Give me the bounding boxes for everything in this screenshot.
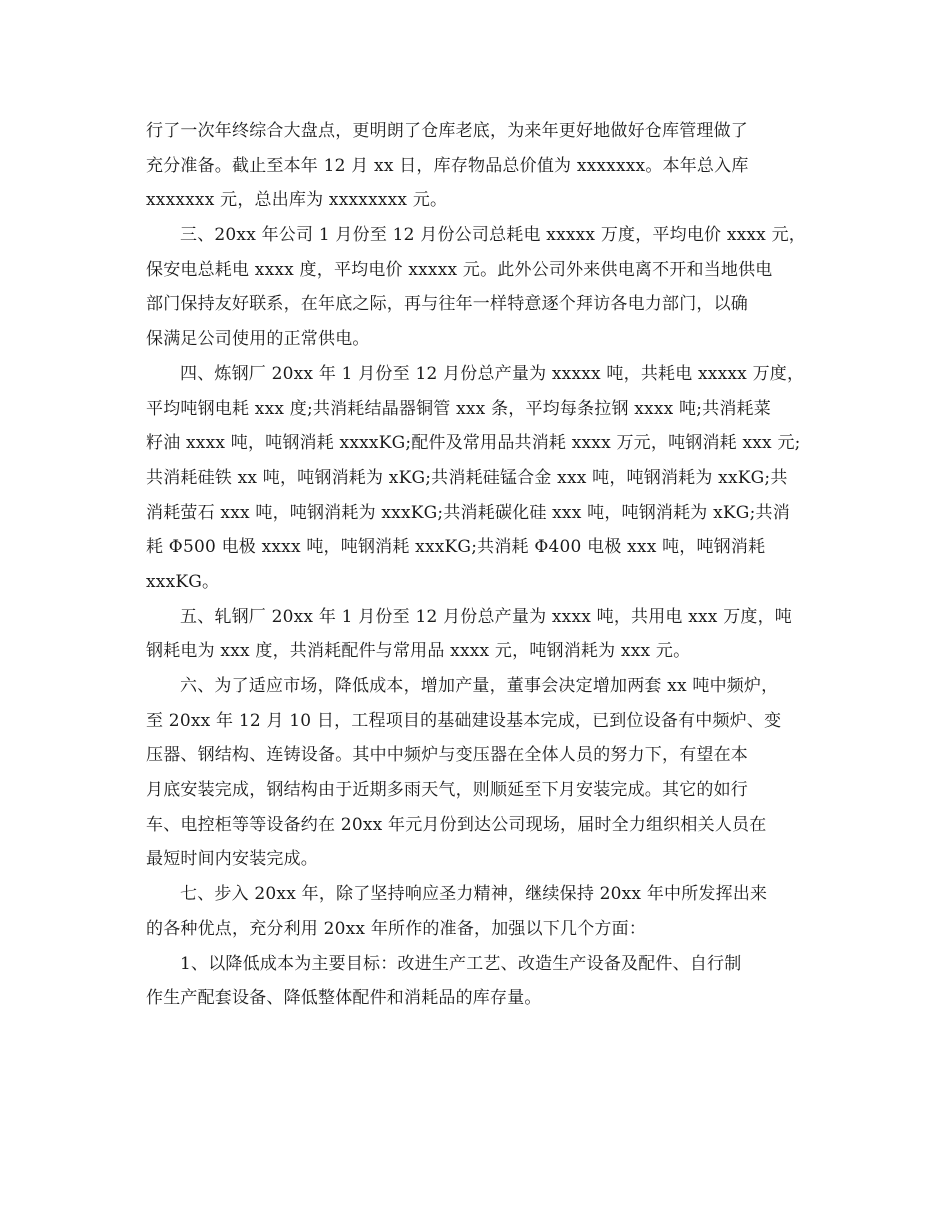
paragraph-line: xxxxxxx 元，总出库为 xxxxxxxx 元。 (146, 190, 448, 211)
paragraph-line: 月底安装完成，钢结构由于近期多雨天气，则顺延至下月安装完成。其它的如行 (146, 780, 748, 801)
paragraph-first-line: 四、炼钢厂 20xx 年 1 月份至 12 月份总产量为 xxxxx 吨，共耗电 xxxxx 万度， (180, 363, 805, 384)
paragraph-line: 行了一次年终综合大盘点，更明朗了仓库老底，为来年更好地做好仓库管理做了 (146, 121, 748, 141)
paragraph-first-line: 六、为了适应市场，降低成本，增加产量，董事会决定增加两套 xx 吨中频炉， (180, 676, 779, 696)
paragraph-first-line: 三、20xx 年公司 1 月份至 12 月份公司总耗电 xxxxx 万度，平均电价 xxxx 元， (180, 225, 806, 246)
paragraph-line: 籽油 xxxx 吨，吨钢消耗 xxxxKG;配件及常用品共消耗 xxxx 万元，吨钢消耗 xxx 元; (146, 433, 801, 454)
paragraph-line: 共消耗硅铁 xx 吨，吨钢消耗为 xKG;共消耗硅锰合金 xxx 吨，吨钢消耗为 xxKG;共 (146, 467, 788, 488)
paragraph-first-line: 七、步入 20xx 年，除了坚持响应圣力精神，继续保持 20xx 年中所发挥出来 (180, 884, 768, 905)
paragraph-line: 作生产配套设备、降低整体配件和消耗品的库存量。 (146, 988, 542, 1009)
paragraph-line: 最短时间内安装完成。 (146, 849, 318, 870)
paragraph-first-line: 五、轧钢厂 20xx 年 1 月份至 12 月份总产量为 xxxx 吨，共用电 xxx 万度，吨 (180, 606, 793, 627)
paragraph-line: 消耗萤石 xxx 吨，吨钢消耗为 xxxKG;共消耗碳化硅 xxx 吨，吨钢消耗为 xKG;共消 (146, 502, 790, 523)
paragraph-line: 压器、钢结构、连铸设备。其中中频炉与变压器在全体人员的努力下，有望在本 (146, 745, 748, 766)
paragraph-line: 的各种优点，充分利用 20xx 年所作的准备，加强以下几个方面： (146, 918, 647, 939)
paragraph-line: 平均吨钢电耗 xxx 度;共消耗结晶器铜管 xxx 条，平均每条拉钢 xxxx 吨;共消耗菜 (146, 398, 771, 419)
paragraph-line: xxxKG。 (146, 571, 220, 592)
paragraph-line: 保安电总耗电 xxxx 度，平均电价 xxxxx 元。此外公司外来供电离不开和当地供电 (146, 259, 773, 280)
paragraph-line: 耗 Φ500 电极 xxxx 吨，吨钢消耗 xxxKG;共消耗 Φ400 电极 xxx 吨，吨钢消耗 (146, 537, 766, 558)
paragraph-line: 车、电控柜等等设备约在 20xx 年元月份到达公司现场，届时全力组织相关人员在 (146, 814, 767, 835)
paragraph-first-line: 1、以降低成本为主要目标：改进生产工艺、改造生产设备及配件、自行制 (180, 953, 742, 974)
paragraph-line: 钢耗电为 xxx 度，共消耗配件与常用品 xxxx 元，吨钢消耗为 xxx 元。 (146, 641, 691, 662)
paragraph-line: 至 20xx 年 12 月 10 日，工程项目的基础建设基本完成，已到位设备有中频炉、变 (146, 710, 782, 731)
paragraph-line: 部门保持友好联系，在年底之际，再与往年一样特意逐个拜访各电力部门，以确 (146, 294, 748, 315)
paragraph-line: 保满足公司使用的正常供电。 (146, 329, 370, 350)
paragraph-line: 充分准备。截止至本年 12 月 xx 日，库存物品总价值为 xxxxxxx。本年总入库 (146, 155, 749, 176)
document-body (146, 114, 814, 1016)
